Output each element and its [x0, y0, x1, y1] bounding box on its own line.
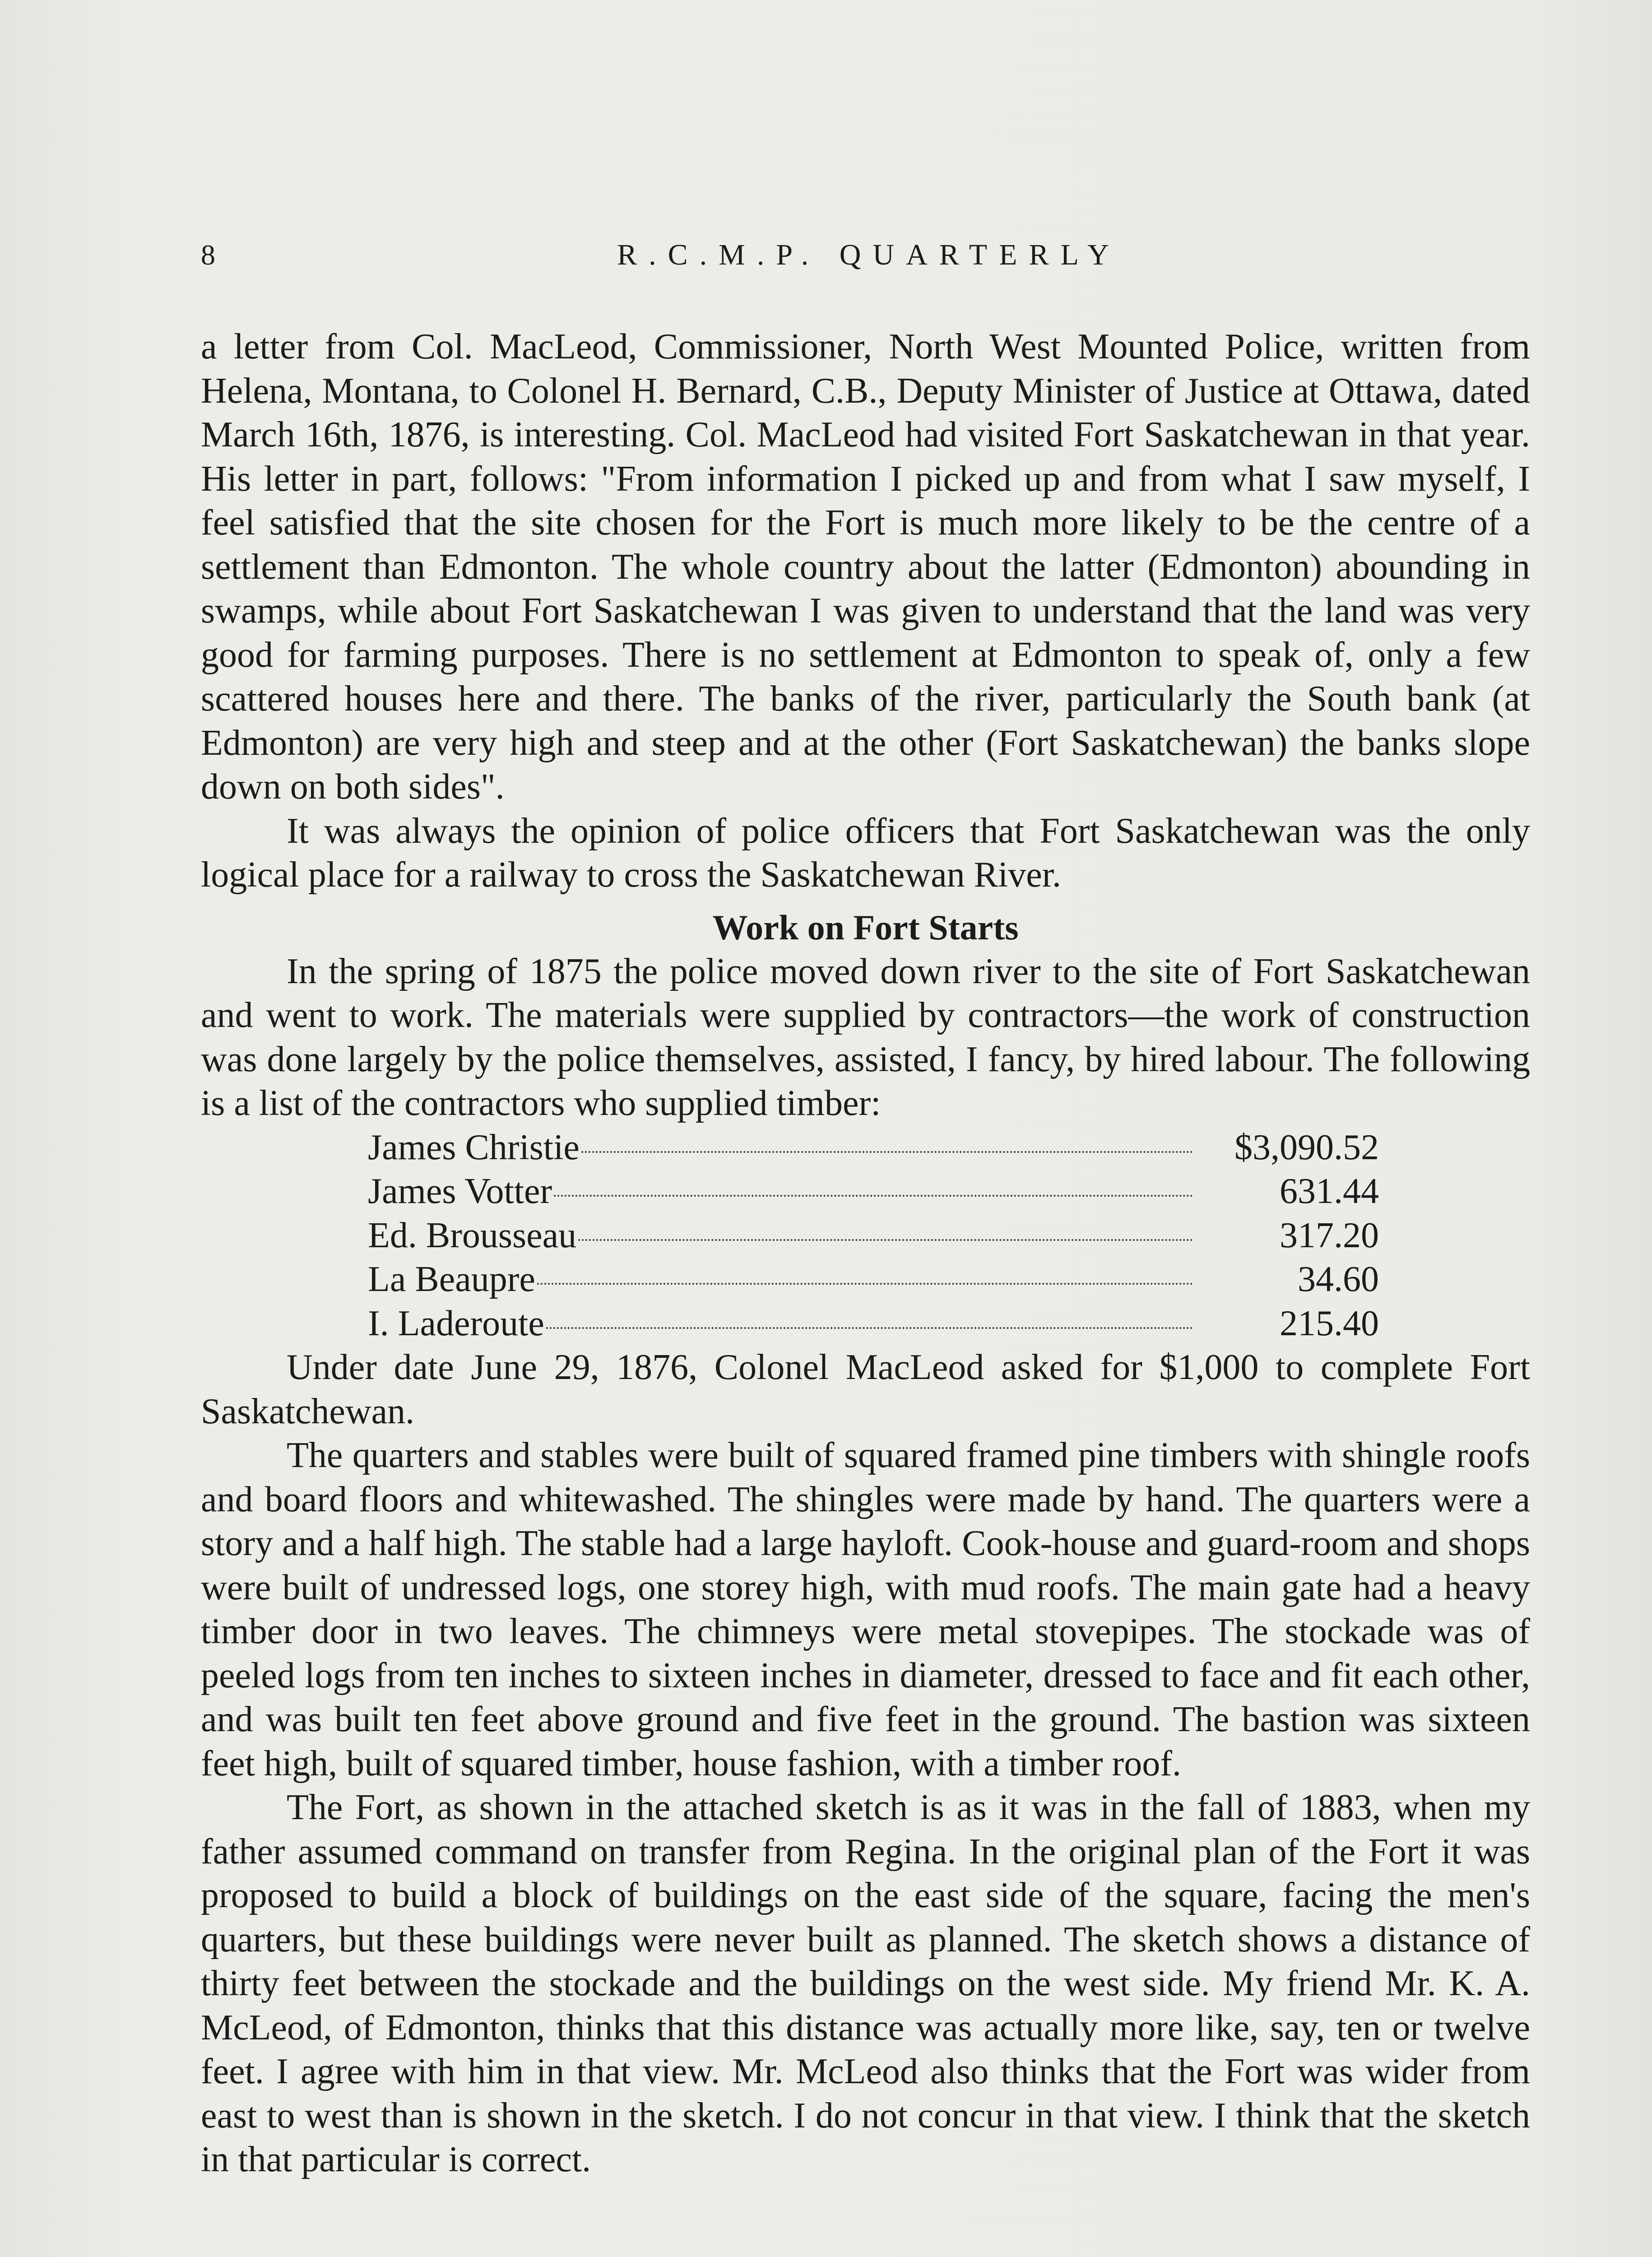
- contractor-amount: 317.20: [1280, 1215, 1379, 1255]
- dot-leader: [537, 1283, 1193, 1285]
- dot-leader: [554, 1195, 1193, 1197]
- contractor-amount: 631.44: [1280, 1171, 1379, 1211]
- contractor-amount: $3,090.52: [1234, 1127, 1379, 1167]
- dot-leader: [581, 1151, 1193, 1153]
- contractor-row: [368, 1258, 1379, 1302]
- contractor-name: La Beaupre: [368, 1259, 535, 1299]
- contractor-amount: 215.40: [1280, 1303, 1379, 1343]
- paragraph-5: The quarters and stables were built of squared framed pine timbers with shingle roofs and board floors and whitewashed. The shingles were made by hand. The quarters were a story and a half high. The stable had a large hayloft. Cook-house and guard-room and shops were built of undressed logs, one storey high, with mud roofs. The main gate had a heavy timber door in two leaves. The chimneys were metal stovepipes. The stockade was of peeled logs from ten inches to sixteen inches in diameter, dressed to face and fit each other, and was built ten feet above ground and five feet in the ground. The bastion was sixteen feet high, built of squared timber, house fashion, with a timber roof.: [201, 1435, 1530, 1783]
- contractor-name: James Votter: [368, 1171, 552, 1211]
- paragraph-6: The Fort, as shown in the attached sketch is as it was in the fall of 1883, when my father assumed command on transfer from Regina. In the original plan of the Fort it was proposed to build a block of buildings on the east side of the square, facing the men's quarters, but these buildings were never built as planned. The sketch shows a distance of thirty feet between the stockade and the buildings on the west side. My friend Mr. K. A. McLeod, of Edmonton, thinks that this distance was actually more like, say, ten or twelve feet. I agree with him in that view. Mr. McLeod also thinks that the Fort was wider from east to west than is shown in the sketch. I do not concur in that view. I think that the sketch in that particular is correct.: [201, 1788, 1530, 2179]
- contractor-row: [368, 1214, 1379, 1258]
- contractor-list: [368, 1126, 1379, 1346]
- page-number: 8: [201, 239, 215, 271]
- contractor-row: [368, 1302, 1379, 1346]
- section-heading: Work on Fort Starts: [712, 907, 1019, 947]
- contractor-name: Ed. Brousseau: [368, 1215, 577, 1255]
- dot-leader: [546, 1327, 1193, 1329]
- contractor-name: I. Laderoute: [368, 1303, 544, 1343]
- article-body: [201, 325, 1530, 2182]
- contractor-row: [368, 1170, 1379, 1214]
- contractor-row: [368, 1126, 1379, 1170]
- contractor-name: James Christie: [368, 1127, 580, 1167]
- running-head: R.C.M.P. QUARTERLY: [617, 238, 1121, 271]
- page-header: [201, 235, 1537, 275]
- paragraph-3: In the spring of 1875 the police moved down river to the site of Fort Saskatchewan and went to work. The materials were supplied by contractors—the work of construction was done largely by the police themselves, assisted, I fancy, by hired labour. The following is a list of the contractors who supplied timber:: [201, 951, 1530, 1123]
- contractor-amount: 34.60: [1298, 1259, 1379, 1299]
- paragraph-2: It was always the opinion of police officers that Fort Saskatchewan was the only logical place for a railway to cross the Saskatchewan River.: [201, 811, 1530, 895]
- paragraph-1: a letter from Col. MacLeod, Commissioner, North West Mounted Police, written from Helena, Montana, to Colonel H. Bernard, C.B., Deputy Minister of Justice at Ottawa, dated March 16th, 1876, is interesting. Col. MacLeod had visited Fort Saskatchewan in that year. His letter in part, follows: "From information I picked up and from what I saw myself, I feel satisfied that the site chosen for the Fort is much more likely to be the centre of a settlement than Edmonton. The whole country about the latter (Edmonton) abounding in swamps, while about Fort Saskatchewan I was given to understand that the land was very good for farming purposes. There is no settlement at Edmonton to speak of, only a few scattered houses here and there. The banks of the river, particularly the South bank (at Edmonton) are very high and steep and at the other (Fort Saskatchewan) the banks slope down on both sides".: [201, 327, 1530, 807]
- paragraph-4: Under date June 29, 1876, Colonel MacLeod asked for $1,000 to complete Fort Saskatchewan.: [201, 1347, 1530, 1431]
- dot-leader: [578, 1239, 1193, 1241]
